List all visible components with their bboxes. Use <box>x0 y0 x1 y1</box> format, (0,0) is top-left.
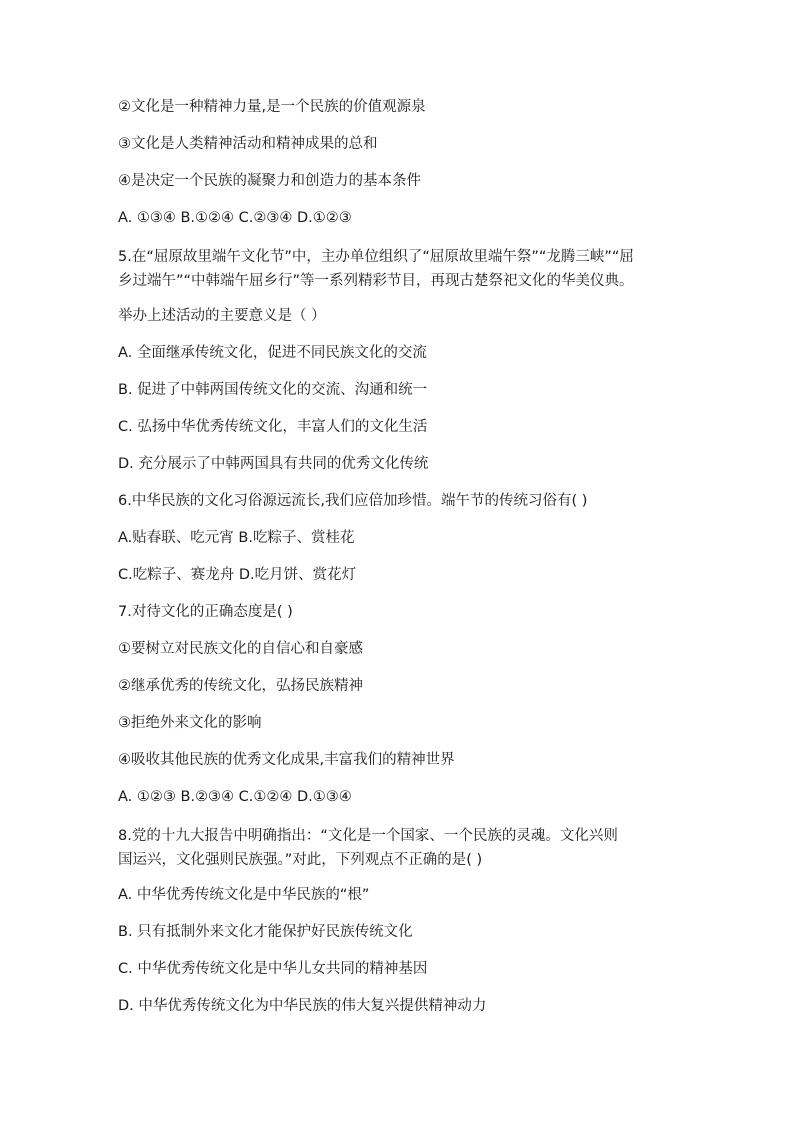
q5-stem-line-2: 乡过端午”“中韩端午屈乡行”等一系列精彩节目，再现古楚祭祀文化的华美仪典。 <box>118 273 634 289</box>
q8-option-a: A. 中华优秀传统文化是中华民族的“根” <box>118 887 370 903</box>
q6-stem: 6.中华民族的文化习俗源远流长,我们应倍加珍惜。端午节的传统习俗有( ) <box>118 493 588 509</box>
q4-options: A. ①③④ B.①②④ C.②③④ D.①②③ <box>118 210 352 226</box>
q5-option-a: A. 全面继承传统文化，促进不同民族文化的交流 <box>118 345 427 361</box>
q6-options-ab: A.贴春联、吃元宵 B.吃粽子、赏桂花 <box>118 530 355 546</box>
q5-question: 举办上述活动的主要意义是（ ） <box>118 308 326 324</box>
q8-stem-line-1: 8.党的十九大报告中明确指出：“文化是一个国家、一个民族的灵魂。文化兴则 <box>118 828 618 844</box>
q8-option-d: D. 中华优秀传统文化为中华民族的伟大复兴提供精神动力 <box>118 998 487 1014</box>
statement-4: ④是决定一个民族的凝聚力和创造力的基本条件 <box>118 173 421 189</box>
q8-stem-line-2: 国运兴，文化强则民族强。”对此，下列观点不正确的是( ) <box>118 852 483 868</box>
q7-statement-3: ③拒绝外来文化的影响 <box>118 715 262 731</box>
statement-3: ③文化是人类精神活动和精神成果的总和 <box>118 136 378 152</box>
q7-statement-1: ①要树立对民族文化的自信心和自豪感 <box>118 641 363 657</box>
q8-stem <box>118 824 704 872</box>
q7-statement-2: ②继承优秀的传统文化，弘扬民族精神 <box>118 678 363 694</box>
q5-stem <box>118 245 704 293</box>
q5-stem-line-1: 5.在“屈原故里端午文化节”中，主办单位组织了“屈原故里端午祭”“龙腾三峡”“屈 <box>118 249 634 265</box>
q5-option-c: C. 弘扬中华优秀传统文化，丰富人们的文化生活 <box>118 419 428 435</box>
q8-option-b: B. 只有抵制外来文化才能保护好民族传统文化 <box>118 924 413 940</box>
q7-options: A. ①②③ B.②③④ C.①②④ D.①③④ <box>118 789 352 805</box>
q7-statement-4: ④吸收其他民族的优秀文化成果,丰富我们的精神世界 <box>118 752 455 768</box>
q5-option-d: D. 充分展示了中韩两国具有共同的优秀文化传统 <box>118 456 429 472</box>
q5-option-b: B. 促进了中韩两国传统文化的交流、沟通和统一 <box>118 382 428 398</box>
q8-option-c: C. 中华优秀传统文化是中华儿女共同的精神基因 <box>118 961 428 977</box>
q7-stem: 7.对待文化的正确态度是( ) <box>118 604 293 620</box>
statement-2: ②文化是一种精神力量,是一个民族的价值观源泉 <box>118 99 426 115</box>
q6-options-cd: C.吃粽子、赛龙舟 D.吃月饼、赏花灯 <box>118 567 357 583</box>
